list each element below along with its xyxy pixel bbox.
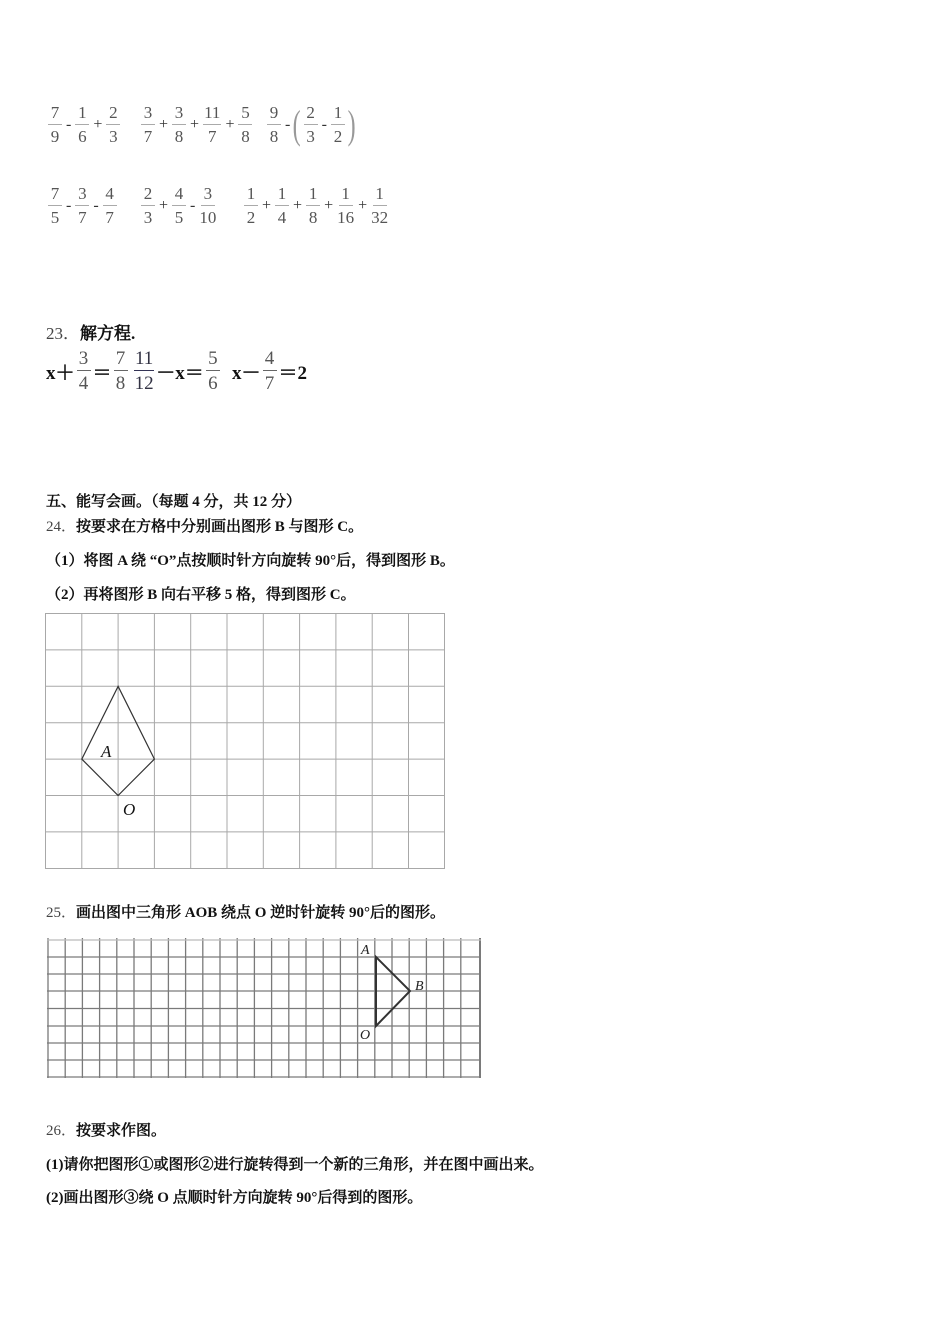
fraction: $\frac{1}{8}$	[306, 185, 320, 226]
fraction: $\frac{1}{32}$	[371, 184, 389, 227]
calc-expression-3	[265, 101, 356, 147]
question-25-heading	[46, 901, 445, 922]
fraction: $\frac{3}{7}$	[75, 185, 89, 226]
calc-expression-5	[139, 185, 218, 226]
operator: +	[159, 196, 169, 214]
fraction: $\frac{5}{8}$	[238, 104, 252, 145]
fraction: $\frac{1}{4}$	[275, 185, 289, 226]
operator: +	[262, 196, 272, 214]
operator: +	[293, 196, 303, 214]
operator: -	[66, 196, 72, 214]
question-24-heading	[46, 515, 363, 536]
label-a: A	[101, 742, 112, 761]
operator: +	[225, 115, 235, 133]
fraction: $\frac{1}{16}$	[337, 184, 355, 227]
question-26-heading	[46, 1119, 166, 1140]
fraction: $\frac{4}{7}$	[263, 349, 277, 393]
grid-25	[47, 938, 483, 1080]
fraction: $\frac{3}{4}$	[77, 349, 91, 393]
grid-lines	[45, 613, 445, 869]
fraction: $\frac{7}{8}$	[114, 349, 128, 393]
question-23-heading	[46, 319, 135, 344]
operator: -	[66, 115, 72, 133]
question-number: 26．	[46, 1123, 77, 1139]
left-paren: (	[292, 101, 301, 147]
grid-lines	[47, 938, 481, 1078]
label-o: O	[360, 1028, 371, 1043]
equation-2: $\frac{11}{12}$ －x＝ $\frac{5}{6}$	[132, 349, 222, 393]
fraction: $\frac{2}{3}$	[106, 104, 120, 145]
fraction: $\frac{11}{12}$	[134, 348, 154, 394]
operator: -	[285, 115, 291, 133]
question-26-item-1: (1)请你把图形①或图形②进行旋转得到一个新的三角形，并在图中画出来。	[46, 1157, 544, 1173]
question-24-item-1: （1）将图 A 绕 “O”点按顺时针方向旋转 90°后，得到图形 B。	[46, 553, 455, 569]
operator: +	[358, 196, 368, 214]
fraction: $\frac{3}{10}$	[199, 184, 217, 227]
label-b: B	[415, 979, 424, 994]
fraction: $\frac{1}{6}$	[75, 104, 89, 145]
fraction: $\frac{5}{6}$	[206, 349, 220, 393]
question-title: 解方程.	[80, 324, 136, 343]
fraction: $\frac{4}{7}$	[103, 185, 117, 226]
fraction: $\frac{2}{3}$	[141, 185, 155, 226]
fraction: $\frac{11}{7}$	[204, 103, 221, 146]
question-title: 按要求在方格中分别画出图形 B 与图形 C。	[76, 519, 364, 535]
equation-3: x－ $\frac{4}{7}$ ＝2	[232, 348, 308, 394]
fraction: $\frac{3}{8}$	[172, 104, 186, 145]
fraction: $\frac{2}{3}$	[304, 104, 318, 145]
label-o: O	[123, 800, 136, 819]
equation-1: x＋ $\frac{3}{4}$ ＝ $\frac{7}{8}$	[46, 349, 130, 393]
operator: -	[321, 115, 327, 133]
grid-24	[45, 613, 446, 870]
calc-expression-4	[46, 185, 119, 226]
operator: +	[159, 115, 169, 133]
section-5-title: 五、能写会画。（每题 4 分，共 12 分）	[46, 494, 302, 510]
calc-expression-6	[242, 185, 390, 226]
question-title: 按要求作图。	[76, 1123, 167, 1139]
fraction: $\frac{4}{5}$	[172, 185, 186, 226]
operator: +	[324, 196, 334, 214]
question-24-item-2: （2）再将图形 B 向右平移 5 格，得到图形 C。	[46, 587, 356, 603]
question-title: 画出图中三角形 AOB 绕点 O 逆时针旋转 90°后的图形。	[76, 905, 445, 921]
question-number: 23．	[46, 324, 80, 343]
operator: -	[93, 196, 99, 214]
operator: +	[93, 115, 103, 133]
fraction: $\frac{1}{2}$	[331, 104, 345, 145]
calc-expression-1	[46, 104, 122, 145]
operator: -	[190, 196, 196, 214]
question-number: 24．	[46, 519, 77, 535]
fraction: $\frac{7}{9}$	[48, 104, 62, 145]
question-number: 25．	[46, 905, 77, 921]
fraction: $\frac{1}{2}$	[244, 185, 258, 226]
fraction: $\frac{7}{5}$	[48, 185, 62, 226]
label-a: A	[361, 943, 370, 958]
calc-expression-2	[139, 104, 254, 145]
operator: +	[190, 115, 200, 133]
right-paren: )	[347, 101, 356, 147]
fraction: $\frac{9}{8}$	[267, 104, 281, 145]
fraction: $\frac{3}{7}$	[141, 104, 155, 145]
question-26-item-2: (2)画出图形③绕 O 点顺时针方向旋转 90°后得到的图形。	[46, 1190, 423, 1206]
